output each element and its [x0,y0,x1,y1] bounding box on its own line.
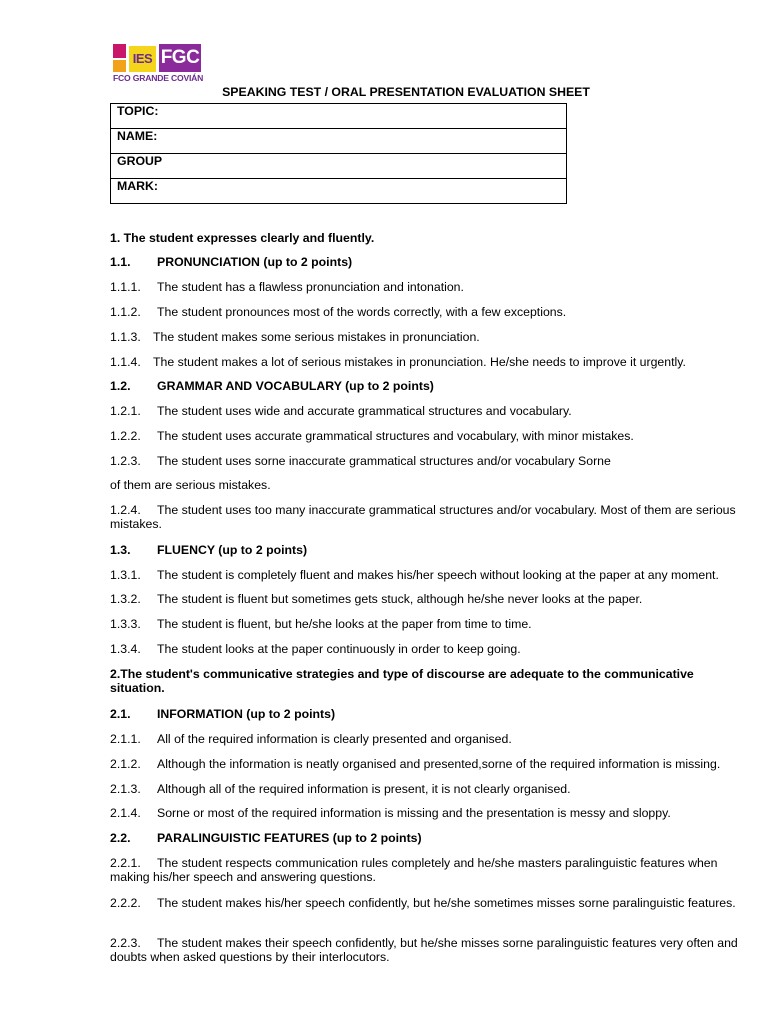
criterion-text: Although the information is neatly organised and presented,sorne of the required information is missing. [157,757,721,771]
criterion-item [110,305,566,319]
group-field[interactable]: GROUP [111,154,567,179]
logo-orange-square [113,60,126,72]
criterion-number: 1.1.2. [110,305,141,319]
topic-field[interactable]: TOPIC: [111,104,567,129]
criterion-number: 1.3.4. [110,642,141,656]
subsection-heading [110,379,434,393]
subsection-number: 2.1. [110,707,131,721]
criterion-number: 1.1.1. [110,280,141,294]
criterion-text: The student makes their speech confidently, but he/she misses sorne paralinguistic features very often and doubts when asked questions by their interlocutors. [110,936,738,964]
criterion-number: 1.2.3. [110,454,141,468]
criterion-item [110,642,521,656]
criterion-number: 2.1.3. [110,782,141,796]
criterion-number: 1.2.4. [110,503,141,517]
criterion-number: 2.2.3. [110,936,141,950]
criterion-text: The student pronounces most of the words correctly, with a few exceptions. [157,305,567,319]
subsection-label: PRONUNCIATION (up to 2 points) [157,255,353,269]
criterion-item [110,355,686,369]
criterion-number: 2.2.2. [110,896,141,910]
subsection-label: GRAMMAR AND VOCABULARY (up to 2 points) [157,379,434,393]
criterion-number: 1.3.1. [110,568,141,582]
criterion-number: 1.2.2. [110,429,141,443]
logo-fgc-mark: FGC [159,44,201,72]
name-field[interactable]: NAME: [111,129,567,154]
criterion-item [110,732,512,746]
criterion-item [110,503,750,531]
criterion-text: The student respects communication rules completely and he/she masters paralinguistic features when making his/her speech and answering questions. [110,856,718,884]
criterion-number: 2.1.4. [110,806,141,820]
criterion-text: The student makes a lot of serious mistakes in pronunciation. He/she needs to improve it urgently. [153,355,686,369]
logo-school-name: FCO GRANDE COVIÁN [113,73,204,83]
subsection-heading [110,707,335,721]
criterion-number: 1.1.4. [110,355,141,369]
subsection-label: INFORMATION (up to 2 points) [157,707,336,721]
criterion-number: 2.2.1. [110,856,141,870]
school-logo [113,44,205,86]
subsection-number: 1.1. [110,255,131,269]
criterion-item [110,806,671,820]
criterion-text: of them are serious mistakes. [110,478,271,492]
criterion-text: The student is fluent but sometimes gets stuck, although he/she never looks at the paper. [157,592,643,606]
criterion-text: The student uses sorne inaccurate grammatical structures and/or vocabulary Sorne [157,454,611,468]
criterion-text: The student uses too many inaccurate grammatical structures and/or vocabulary. Most of them are serious mistakes. [110,503,736,531]
logo-magenta-square [113,44,126,58]
subsection-label: FLUENCY (up to 2 points) [157,543,308,557]
criterion-item [110,896,750,910]
criterion-text: Although all of the required information is present, it is not clearly organised. [157,782,571,796]
criterion-item [110,568,719,582]
page-title: SPEAKING TEST / ORAL PRESENTATION EVALUATION SHEET [222,85,590,99]
criterion-item [110,404,572,418]
criterion-text: Sorne or most of the required information is missing and the presentation is messy and sloppy. [157,806,671,820]
criterion-continuation [110,478,271,492]
criterion-item [110,592,642,606]
criterion-number: 1.3.3. [110,617,141,631]
criterion-item [110,330,480,344]
criterion-item [110,617,532,631]
mark-field[interactable]: MARK: [111,179,567,204]
subsection-heading [110,255,352,269]
criterion-text: The student uses accurate grammatical structures and vocabulary, with minor mistakes. [157,429,634,443]
criterion-text: The student is fluent, but he/she looks at the paper from time to time. [157,617,532,631]
subsection-number: 1.3. [110,543,131,557]
criterion-text: The student is completely fluent and makes his/her speech without looking at the paper at any moment. [157,568,719,582]
criterion-item [110,429,634,443]
criterion-text: The student makes some serious mistakes in pronunciation. [153,330,480,344]
criterion-text: The student looks at the paper continuously in order to keep going. [157,642,521,656]
logo-ies-mark: IES [129,46,156,72]
section-1-heading: 1. The student expresses clearly and fluently. [110,231,375,245]
criterion-item [110,280,464,294]
criterion-number: 1.3.2. [110,592,141,606]
criterion-number: 1.1.3. [110,330,141,344]
criterion-item [110,454,611,468]
criterion-number: 2.1.1. [110,732,141,746]
section-2-heading: 2.The student's communicative strategies and type of discourse are adequate to the communicative situation. [110,667,694,695]
criterion-item [110,782,571,796]
criterion-text: The student has a flawless pronunciation and intonation. [157,280,464,294]
subsection-label: PARALINGUISTIC FEATURES (up to 2 points) [157,831,422,845]
subsection-heading [110,831,422,845]
student-info-table [110,103,567,204]
criterion-number: 1.2.1. [110,404,141,418]
criterion-number: 2.1.2. [110,757,141,771]
subsection-number: 2.2. [110,831,131,845]
criterion-text: The student uses wide and accurate grammatical structures and vocabulary. [157,404,572,418]
criterion-item [110,757,720,771]
criterion-item [110,856,750,884]
criterion-text: All of the required information is clearly presented and organised. [157,732,512,746]
subsection-heading [110,543,307,557]
subsection-number: 1.2. [110,379,131,393]
criterion-text: The student makes his/her speech confidently, but he/she sometimes misses sorne paralinguistic features. [157,896,736,910]
criterion-item [110,936,750,964]
